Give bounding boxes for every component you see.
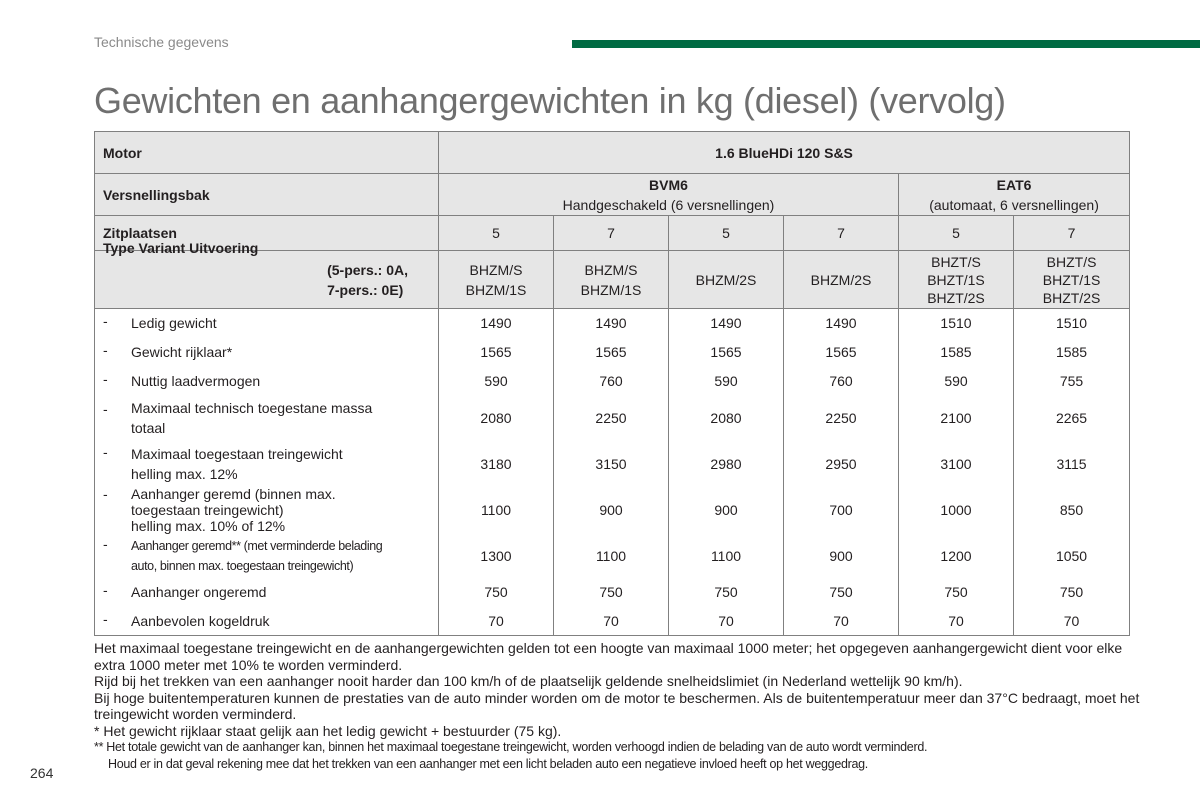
table-cell: 900 <box>554 486 669 534</box>
gearbox-row <box>95 174 1130 216</box>
table-cell: 1490 <box>669 309 784 338</box>
table-cell: 750 <box>1014 578 1130 607</box>
eat6-subtitle: (automaat, 6 versnellingen) <box>929 196 1099 213</box>
motor-row <box>95 132 1130 174</box>
table-row <box>95 442 1130 486</box>
gearbox-label: Versnellingsbak <box>95 174 439 216</box>
section-accent-bar <box>572 40 1200 48</box>
type-code: BHZM/S <box>584 261 638 278</box>
table-cell: 750 <box>554 578 669 607</box>
table-cell: 755 <box>1014 367 1130 395</box>
weights-table <box>94 131 1130 636</box>
table-cell: 1490 <box>554 309 669 338</box>
table-cell: 1490 <box>439 309 554 338</box>
row-dash: - <box>103 313 108 330</box>
table-row <box>95 607 1130 636</box>
table-cell: 1050 <box>1014 534 1130 578</box>
motor-label: Motor <box>95 132 439 174</box>
table-row <box>95 486 1130 534</box>
type-variant-note-1: (5-pers.: 0A, <box>327 261 408 278</box>
table-cell: 2100 <box>899 395 1014 442</box>
table-cell: 1510 <box>899 309 1014 338</box>
seats-value: 7 <box>554 216 669 251</box>
row-label-text: helling max. 10% of 12% <box>131 517 286 534</box>
table-cell: 590 <box>899 367 1014 395</box>
row-label-text: Aanhanger ongeremd <box>131 584 267 600</box>
row-dash: - <box>103 370 108 387</box>
table-cell: 1100 <box>669 534 784 578</box>
footnote-speed: Rijd bij het trekken van een aanhanger nooit harder dan 100 km/h of de plaatselijk geldende snelheidslimiet (in Nederland wettelijk 90 km/h). <box>94 673 963 689</box>
type-code: BHZM/2S <box>810 271 872 288</box>
table-cell: 2250 <box>784 395 899 442</box>
table-cell: 1100 <box>439 486 554 534</box>
table-cell: 1490 <box>784 309 899 338</box>
row-label <box>95 367 439 395</box>
table-cell: 750 <box>439 578 554 607</box>
type-variant-value <box>669 251 784 309</box>
footnote-double-asterisk: ** Het totale gewicht van de aanhanger kan, binnen het maximaal toegestane treingewicht, worden verhoogd indien de belading van de auto wordt verminderd. <box>94 740 928 754</box>
row-label-text: Aanbevolen kogeldruk <box>131 612 270 629</box>
type-variant-note <box>327 260 408 300</box>
seats-value: 5 <box>669 216 784 251</box>
table-cell: 750 <box>669 578 784 607</box>
table-cell: 1585 <box>899 338 1014 367</box>
footnote-altitude: Het maximaal toegestane treingewicht en de aanhangergewichten gelden tot een hoogte van maximaal 1000 meter; het opgegeven aanhangergewicht dient voor elke extra 1000 meter met 10% te worden verminderd. <box>94 640 1123 673</box>
type-code: BHZT/S <box>931 253 981 270</box>
row-label <box>95 534 439 578</box>
table-row <box>95 578 1130 607</box>
footnote-temperature: Bij hoge buitentemperaturen kunnen de prestaties van de auto minder worden om de motor te beschermen. Als de buitentemperatuur meer dan 37°C bedraagt, moet het treingewicht worden verminderd. <box>94 689 1140 722</box>
table-cell: 900 <box>669 486 784 534</box>
table-cell: 3115 <box>1014 442 1130 486</box>
bvm6-subtitle: Handgeschakeld (6 versnellingen) <box>562 196 775 213</box>
type-variant-label-cell <box>95 239 439 309</box>
type-variant-label: Type Variant Uitvoering <box>103 239 259 256</box>
table-cell: 1200 <box>899 534 1014 578</box>
table-cell: 2080 <box>669 395 784 442</box>
row-label <box>95 338 439 367</box>
row-label <box>95 486 439 534</box>
table-cell: 70 <box>554 607 669 636</box>
table-cell: 2980 <box>669 442 784 486</box>
seats-value: 7 <box>1014 216 1130 251</box>
type-variant-value <box>439 251 554 309</box>
type-code: BHZM/S <box>469 261 523 278</box>
table-cell: 1565 <box>784 338 899 367</box>
table-cell: 1100 <box>554 534 669 578</box>
row-label <box>95 442 439 486</box>
table-row <box>95 309 1130 338</box>
table-cell: 2080 <box>439 395 554 442</box>
row-label-text: toegestaan treingewicht) <box>131 501 284 518</box>
type-code: BHZT/1S <box>927 271 985 288</box>
type-variant-value <box>1014 251 1130 309</box>
table-cell: 3150 <box>554 442 669 486</box>
type-variant-value <box>784 251 899 309</box>
table-row <box>95 534 1130 578</box>
table-cell: 70 <box>784 607 899 636</box>
table-cell: 1565 <box>439 338 554 367</box>
table-cell: 2250 <box>554 395 669 442</box>
type-code: BHZM/1S <box>465 281 527 298</box>
type-variant-row <box>95 251 1130 309</box>
table-cell: 1565 <box>669 338 784 367</box>
seats-value: 5 <box>899 216 1014 251</box>
row-label <box>95 578 439 607</box>
row-label-text: Aanhanger geremd (binnen max. <box>131 485 336 502</box>
seats-value: 7 <box>784 216 899 251</box>
table-cell: 1585 <box>1014 338 1130 367</box>
table-cell: 2265 <box>1014 395 1130 442</box>
row-label-text: Ledig gewicht <box>131 315 217 332</box>
type-variant-value <box>899 251 1014 309</box>
table-cell: 3180 <box>439 442 554 486</box>
table-cell: 750 <box>784 578 899 607</box>
table-cell: 760 <box>554 367 669 395</box>
row-dash: - <box>103 535 108 552</box>
table-cell: 2950 <box>784 442 899 486</box>
type-code: BHZT/2S <box>1042 289 1101 306</box>
row-label-text: Maximaal technisch toegestane massa <box>131 400 373 416</box>
table-cell: 590 <box>439 367 554 395</box>
row-label-text: Aanhanger geremd** (met verminderde belading <box>131 538 383 553</box>
table-row <box>95 338 1130 367</box>
row-label-text: Nuttig laadvermogen <box>131 372 261 389</box>
eat6-title: EAT6 <box>996 176 1032 193</box>
type-code: BHZM/1S <box>580 281 642 298</box>
page-number: 264 <box>30 765 54 781</box>
row-label-text: Gewicht rijklaar* <box>131 344 233 360</box>
type-code: BHZT/S <box>1046 253 1097 270</box>
type-code: BHZT/2S <box>927 289 985 306</box>
row-label <box>95 309 439 338</box>
seats-value: 5 <box>439 216 554 251</box>
seats-label: Zitplaatsen <box>95 216 439 251</box>
row-dash: - <box>103 342 108 358</box>
table-cell: 70 <box>899 607 1014 636</box>
table-cell: 590 <box>669 367 784 395</box>
type-variant-note-2: 7-pers.: 0E) <box>327 281 404 298</box>
table-cell: 760 <box>784 367 899 395</box>
table-row <box>95 395 1130 442</box>
type-code: BHZT/1S <box>1042 271 1101 288</box>
footnote-asterisk: * Het gewicht rijklaar staat gelijk aan het ledig gewicht + bestuurder (75 kg). <box>94 722 562 739</box>
eat6-header <box>899 174 1130 216</box>
row-dash: - <box>103 443 108 460</box>
row-dash: - <box>103 400 108 417</box>
table-cell: 1565 <box>554 338 669 367</box>
type-code: BHZM/2S <box>695 271 757 288</box>
table-cell: 1300 <box>439 534 554 578</box>
table-cell: 70 <box>1014 607 1130 636</box>
row-dash: - <box>103 582 108 598</box>
bvm6-title: BVM6 <box>649 176 688 193</box>
table-cell: 3100 <box>899 442 1014 486</box>
footnotes <box>94 640 1144 772</box>
row-dash: - <box>103 610 108 627</box>
row-label-text: helling max. 12% <box>131 465 238 482</box>
table-row <box>95 367 1130 395</box>
footnote-double-asterisk-cont: Houd er in dat geval rekening mee dat het trekken van een aanhanger met een licht beladen auto een negatieve invloed heeft op het weggedrag. <box>108 756 868 771</box>
page-title: Gewichten en aanhangergewichten in kg (diesel) (vervolg) <box>94 80 1006 121</box>
table-cell: 900 <box>784 534 899 578</box>
table-cell: 750 <box>899 578 1014 607</box>
row-label-text: Maximaal toegestaan treingewicht <box>131 445 343 462</box>
table-cell: 700 <box>784 486 899 534</box>
table-cell: 850 <box>1014 486 1130 534</box>
section-header: Technische gegevens <box>94 34 229 50</box>
type-variant-value <box>554 251 669 309</box>
row-dash: - <box>103 485 108 502</box>
motor-value: 1.6 BlueHDi 120 S&S <box>439 132 1130 174</box>
row-label-text: totaal <box>131 420 166 436</box>
table-cell: 70 <box>669 607 784 636</box>
row-label <box>95 607 439 636</box>
table-cell: 70 <box>439 607 554 636</box>
row-label <box>95 395 439 442</box>
row-label-text: auto, binnen max. toegestaan treingewicht) <box>131 558 354 573</box>
table-cell: 1000 <box>899 486 1014 534</box>
table-cell: 1510 <box>1014 309 1130 338</box>
bvm6-header <box>439 174 899 216</box>
